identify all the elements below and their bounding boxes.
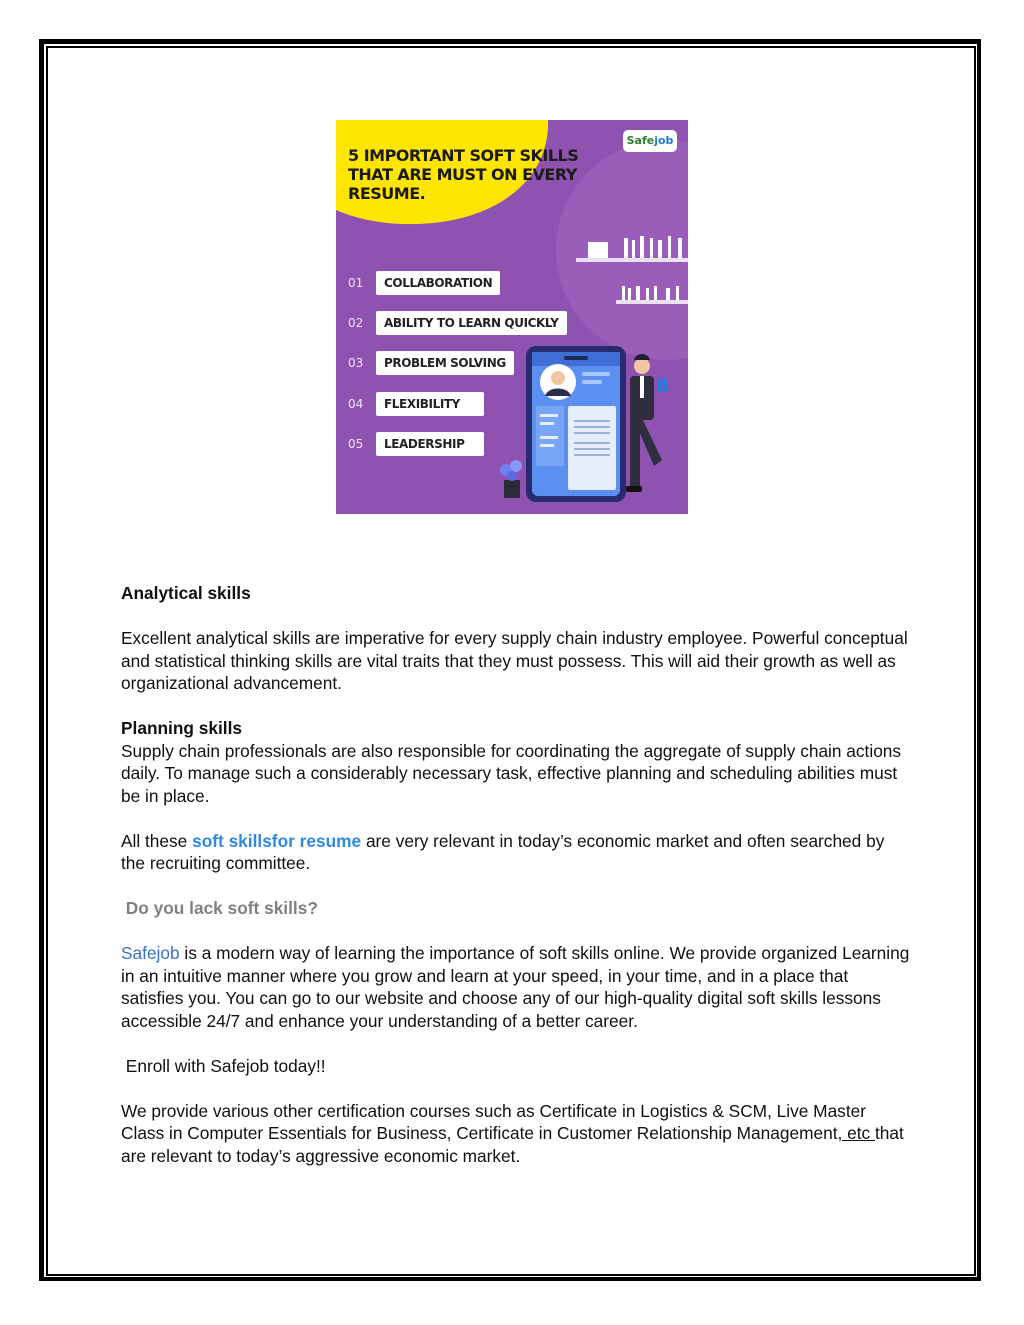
logo-part-1: Safe <box>626 134 655 147</box>
all-these-prefix: All these <box>121 830 193 851</box>
skill-label: ABILITY TO LEARN QUICKLY <box>376 311 567 335</box>
planning-heading: Planning skills <box>121 718 243 738</box>
skill-label: LEADERSHIP <box>376 432 484 456</box>
planning-paragraph: Supply chain professionals are also responsible for coordinating the aggregate of supply chain actions daily. To manage such a considerably necessary task, effective planning and scheduling abilities must be in place. <box>121 740 902 806</box>
skill-number: 03 <box>348 356 364 370</box>
soft-skills-poster <box>336 120 688 514</box>
poster-title-line-2: THAT ARE MUST ON EVERY <box>348 165 577 184</box>
analytical-heading: Analytical skills <box>121 583 251 603</box>
skill-number: 01 <box>348 276 364 290</box>
logo-part-2: job <box>654 134 674 147</box>
skill-label: COLLABORATION <box>376 271 500 295</box>
safejob-logo <box>623 130 677 152</box>
soft-skills-resume-link[interactable]: soft skillsfor resume <box>192 830 362 851</box>
poster-title-line-1: 5 IMPORTANT SOFT SKILLS <box>348 146 579 165</box>
skill-label: PROBLEM SOLVING <box>376 351 514 375</box>
closing-prefix: We provide various other certification courses such as Certificate in Logistics & SCM, Live Master Class in Computer Essentials for Business, Certificate in Customer Relationship Management <box>121 1100 866 1143</box>
lack-soft-skills-heading: Do you lack soft skills? <box>121 898 318 918</box>
article-body <box>121 582 911 1167</box>
enroll-line: Enroll with Safejob today!! <box>121 1055 326 1076</box>
safejob-paragraph <box>121 942 911 1032</box>
closing-underlined: , etc <box>837 1123 875 1143</box>
analytical-paragraph: Excellent analytical skills are imperative for every supply chain industry employee. Powerful conceptual and statistical thinking skills are vital traits that they must possess. This will aid their growth as well as organizational advancement. <box>121 628 908 693</box>
skill-number: 04 <box>348 397 364 411</box>
skill-number: 02 <box>348 316 364 330</box>
safejob-body: is a modern way of learning the importance of soft skills online. We provide organized Learning in an intuitive manner where you grow and learn at your speed, in your time, and in a place that satisfies you. You can go to our website and choose any of our high-quality digital soft skills lessons accessible 24/7 and enhance your understanding of a better career. <box>121 943 910 1031</box>
poster-title-line-3: RESUME. <box>348 184 426 203</box>
closing-suffix: that are relevant to today’s aggressive economic market. <box>121 1123 904 1166</box>
safejob-brand-link[interactable]: Safejob <box>121 943 180 963</box>
closing-paragraph <box>121 1100 911 1168</box>
skill-label: FLEXIBILITY <box>376 392 484 416</box>
all-these-paragraph <box>121 830 911 875</box>
all-these-suffix: are very relevant in today’s economic market and often searched by the recruiting committee. <box>121 830 885 873</box>
skill-number: 05 <box>348 437 364 451</box>
